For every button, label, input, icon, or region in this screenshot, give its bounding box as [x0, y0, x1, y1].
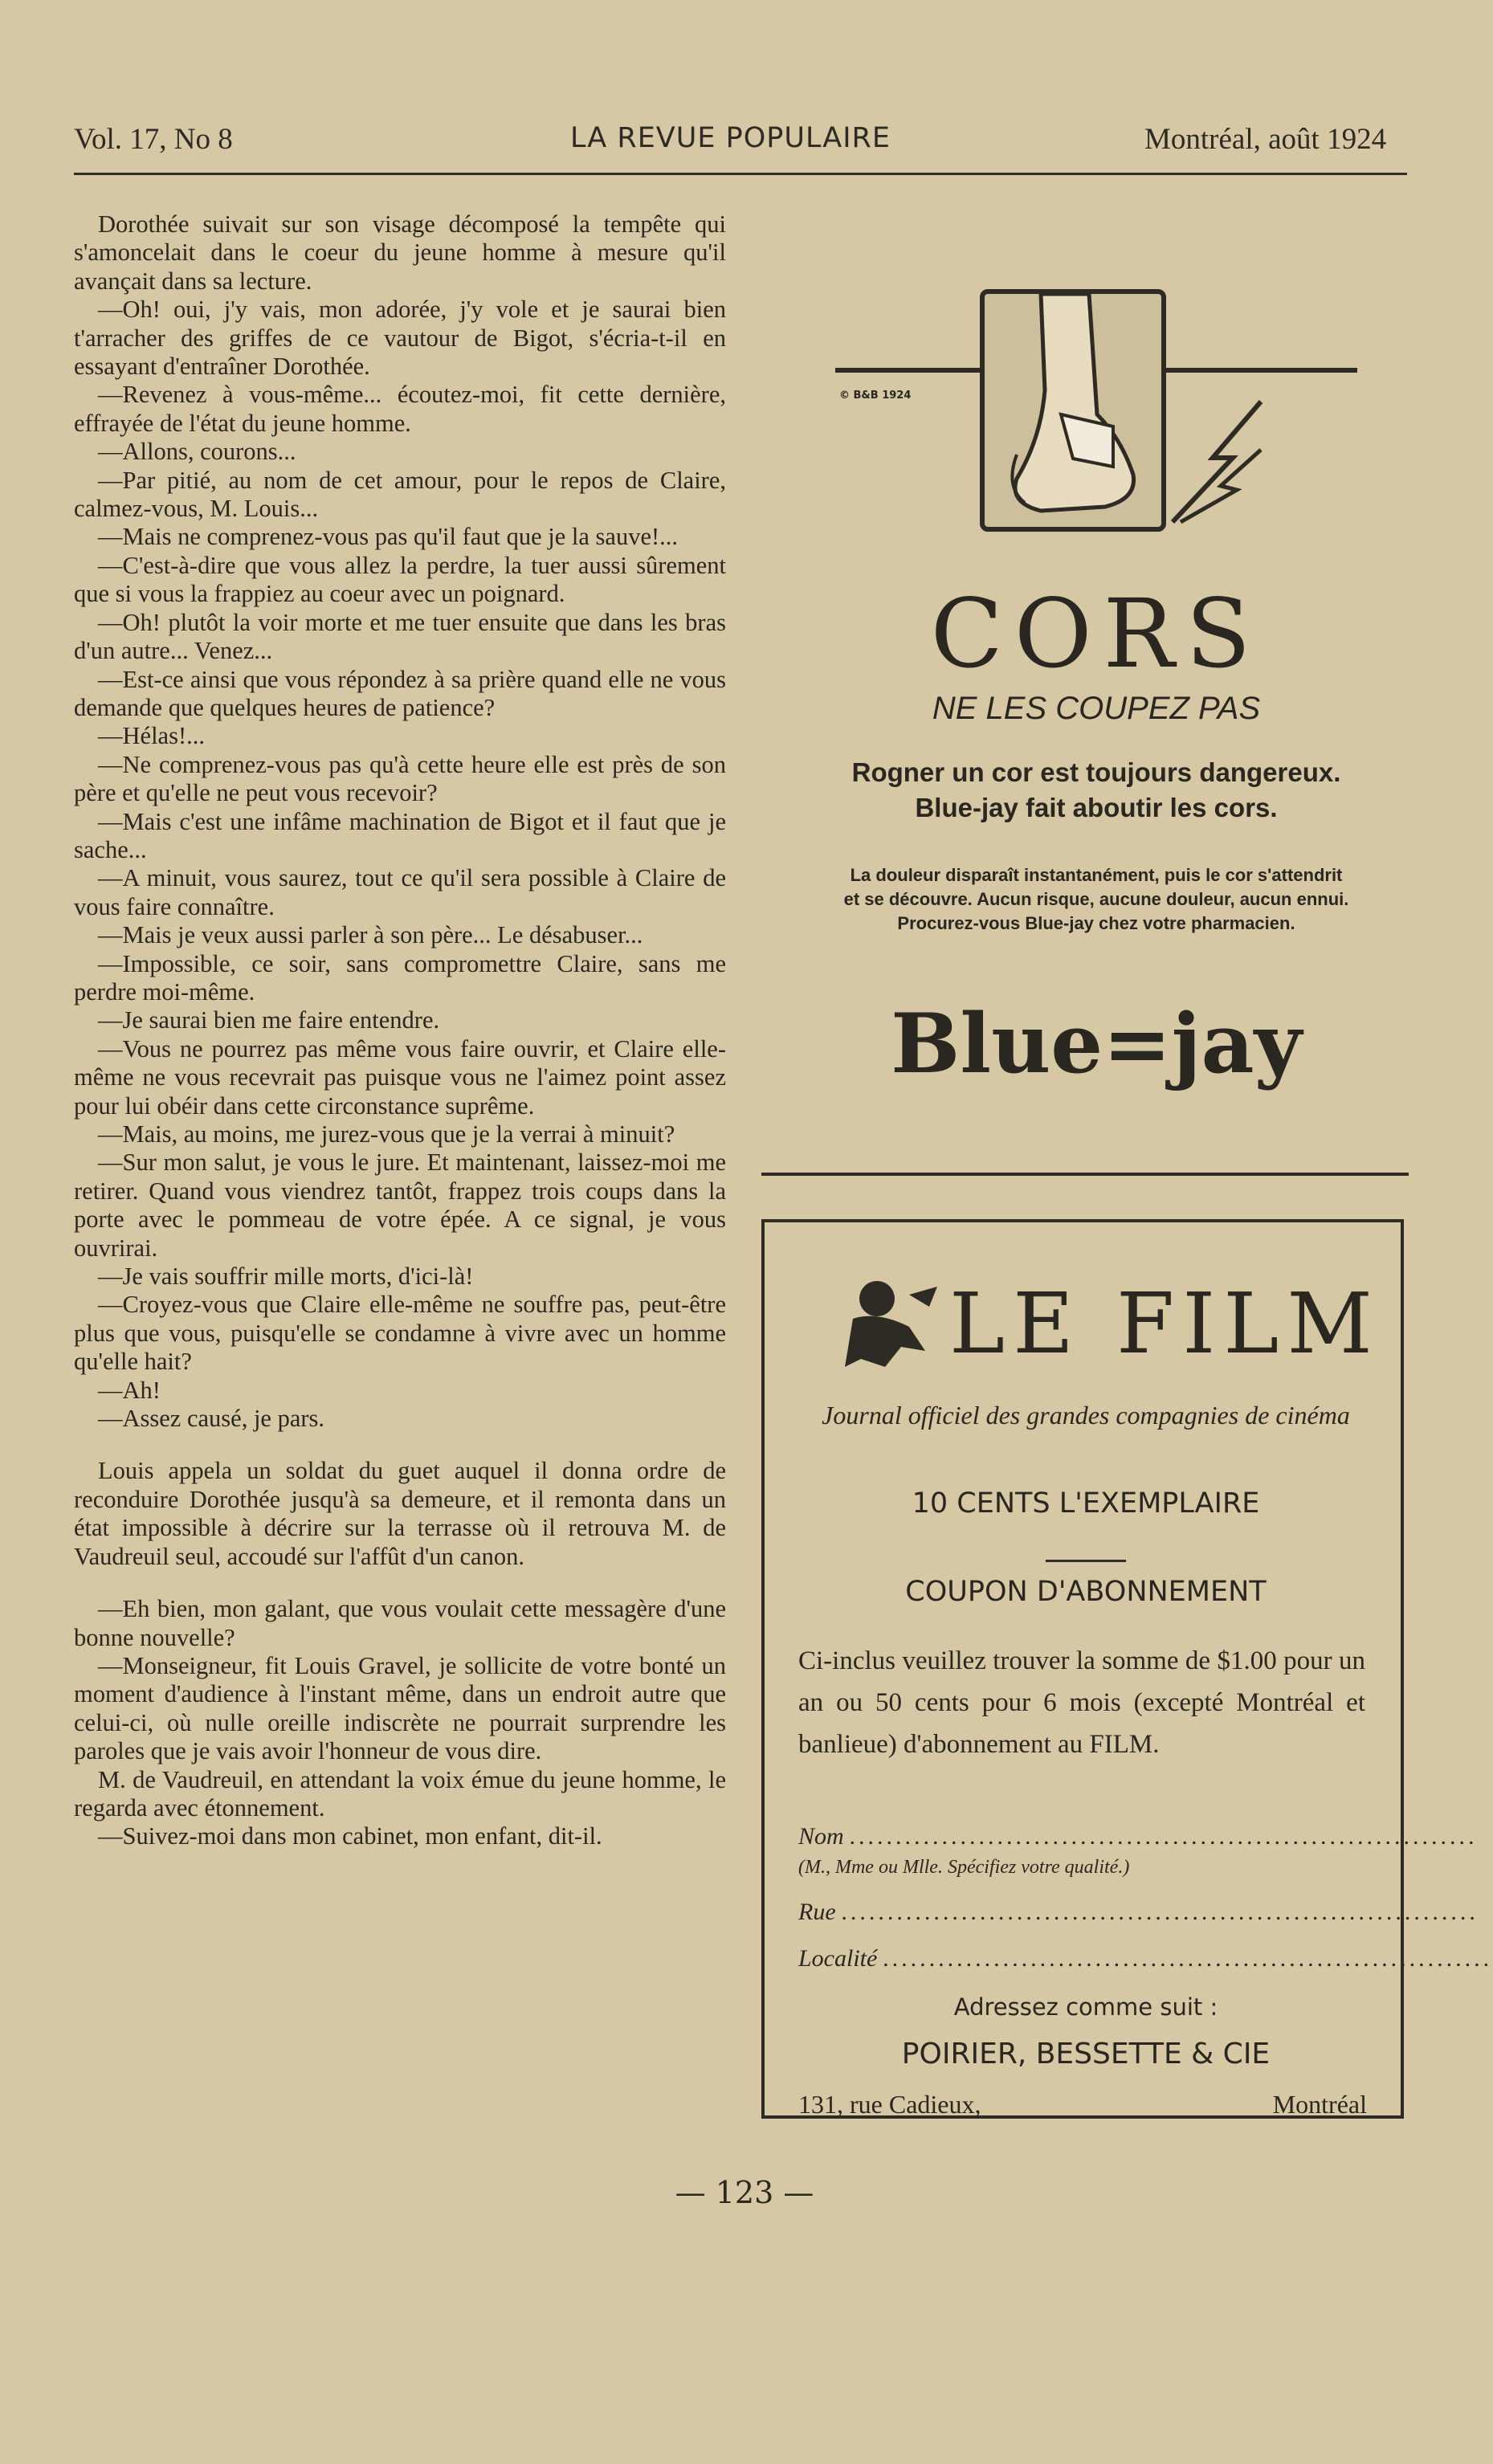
ad-body-text: La douleur disparaît instantanément, puis le cor s'attendrit et se découvre. Aucun risque, aucune douleur, aucun ennui. Procurez-vous Blue-jay chez votre pharmacien.	[843, 865, 1349, 933]
address-intro: Adressez comme suit :	[953, 1993, 1218, 2021]
story-paragraph: Dorothée suivait sur son visage décomposé la tempête qui s'amoncelait dans le coeur du jeune homme à mesure qu'il avançait dans sa lecture.	[74, 210, 726, 295]
story-paragraph: —Eh bien, mon galant, que vous voulait cette messagère d'une bonne nouvelle?	[74, 1595, 726, 1651]
page-number: — 123 —	[675, 2175, 814, 2210]
story-paragraph: —Mais je veux aussi parler à son père... Le désabuser...	[98, 921, 643, 949]
ad-rule-right	[1156, 368, 1357, 373]
publication-logo: LE FILM	[949, 1275, 1381, 1373]
publication-tagline: Journal officiel des grandes compagnies de cinéma	[822, 1401, 1350, 1430]
ad-subheadline: NE LES COUPEZ PAS	[932, 691, 1261, 726]
story-paragraph: —Mais c'est une infâme machination de Bigot et il faut que je sache...	[74, 807, 726, 863]
street-field: Rue .....................................................................	[798, 1899, 1479, 1925]
story-paragraph: —Revenez à vous-même... écoutez-moi, fit cette dernière, effrayée de l'état du jeune homme.	[74, 381, 726, 437]
header-rule	[74, 173, 1407, 175]
ad-headline: CORS	[930, 578, 1263, 689]
story-paragraph: —Ne comprenez-vous pas qu'à cette heure elle est près de son père et qu'elle ne peut vous recevoir?	[74, 750, 726, 807]
coupon-title: COUPON D'ABONNEMENT	[905, 1576, 1267, 1608]
story-paragraph: —Impossible, ce soir, sans compromettre Claire, sans me perdre moi-même.	[74, 949, 726, 1006]
lightning-icon	[1156, 402, 1269, 530]
story-paragraph: —Est-ce ainsi que vous répondez à sa prière quand elle ne vous demande que quelques heures de patience?	[74, 665, 726, 721]
story-paragraph: M. de Vaudreuil, en attendant la voix émue du jeune homme, le regarda avec étonnement.	[74, 1765, 726, 1821]
cors-advertisement	[835, 273, 1357, 1092]
story-paragraph: —Oh! oui, j'y vais, mon adorée, j'y vole et je saurai bien t'arracher des griffes de ce vautour de Bigot, s'écria-t-il en essayant d'entraîner Dorothée.	[74, 296, 726, 381]
issue-date: Montréal, août 1924	[1144, 123, 1387, 156]
divider	[1046, 1560, 1126, 1562]
magazine-title: LA REVUE POPULAIRE	[570, 122, 891, 154]
story-paragraph: —Monseigneur, fit Louis Gravel, je sollicite de votre bonté un moment d'audience à l'instant même, dans un endroit autre que celui-ci, où nulle oreille indiscrète ne pourrait surprendre les paroles que je vais avoir l'honneur de vous dire.	[74, 1651, 726, 1765]
story-paragraph: —Je vais souffrir mille morts, d'ici-là!	[98, 1263, 474, 1291]
story-paragraph: —Assez causé, je pars.	[98, 1405, 325, 1433]
name-field: Nom ....................................................................	[798, 1823, 1479, 1850]
story-paragraph: —Hélas!...	[98, 722, 205, 750]
coupon-text: Ci-inclus veuillez trouver la somme de $1.00 pour un an ou 50 cents pour 6 mois (excepté Montréal et banlieue) d'abonnement au FILM.	[798, 1646, 1365, 1759]
price-text: 10 CENTS L'EXEMPLAIRE	[912, 1487, 1260, 1520]
brand-logo: Blue=jay	[891, 996, 1302, 1092]
story-paragraph: —A minuit, vous saurez, tout ce qu'il sera possible à Claire de vous faire connaître.	[74, 864, 726, 920]
story-paragraph: —Croyez-vous que Claire elle-même ne souffre pas, peut-être plus que vous, puisqu'elle se condamne à vivre avec un homme qu'elle hait?	[74, 1291, 726, 1376]
mascot-icon	[829, 1271, 941, 1371]
story-paragraph: —Ah!	[98, 1376, 161, 1404]
foot-illustration	[980, 289, 1166, 532]
copyright-notice: © B&B 1924	[839, 390, 912, 402]
name-field-label: Nom	[798, 1823, 844, 1850]
story-paragraph: —Mais ne comprenez-vous pas qu'il faut que je la sauve!...	[98, 523, 679, 551]
locality-field: Localité ..................................................................	[798, 1945, 1493, 1972]
locality-field-label: Localité	[798, 1945, 878, 1972]
city: Montréal	[1272, 2090, 1367, 2119]
story-paragraph: Louis appela un soldat du guet auquel il donna ordre de reconduire Dorothée jusqu'à sa demeure, et il remonta dans un état impossible à décrire sur la terrasse où il retrouva M. de Vaudreuil seul, accoudé sur l'affût d'un canon.	[74, 1457, 726, 1570]
story-paragraph: —Je saurai bien me faire entendre.	[98, 1006, 440, 1034]
company-name: POIRIER, BESSETTE & CIE	[901, 2038, 1271, 2070]
story-column	[74, 210, 726, 1851]
story-paragraph: —Allons, courons...	[98, 438, 296, 466]
story-paragraph: —Mais, au moins, me jurez-vous que je la verrai à minuit?	[98, 1120, 675, 1148]
ad-rule-left	[835, 368, 980, 373]
story-paragraph: —Sur mon salut, je vous le jure. Et maintenant, laissez-moi me retirer. Quand vous viendrez tantôt, frappez trois coups dans la porte avec le pommeau de votre épée. A ce signal, je vous ouvrirai.	[74, 1148, 726, 1262]
volume-number: Vol. 17, No 8	[74, 123, 233, 156]
ad-lead-text: Rogner un cor est toujours dangereux. Blue-jay fait aboutir les cors.	[851, 757, 1341, 822]
section-rule	[761, 1173, 1409, 1176]
street-address: 131, rue Cadieux,	[798, 2090, 981, 2119]
qualite-note: (M., Mme ou Mlle. Spécifiez votre qualité.)	[798, 1857, 1130, 1878]
story-paragraph: —Vous ne pourrez pas même vous faire ouvrir, et Claire elle-même ne vous recevrait pas puisque vous ne l'aimez point assez pour lui obéir dans cette circonstance suprême.	[74, 1034, 726, 1120]
story-paragraph: —Par pitié, au nom de cet amour, pour le repos de Claire, calmez-vous, M. Louis...	[74, 466, 726, 523]
street-field-label: Rue	[798, 1899, 836, 1925]
story-paragraph: —Suivez-moi dans mon cabinet, mon enfant, dit-il.	[98, 1822, 602, 1850]
le-film-coupon-advertisement	[761, 1219, 1493, 2119]
story-paragraph: —Oh! plutôt la voir morte et me tuer ensuite que dans les bras d'un autre... Venez...	[74, 608, 726, 665]
story-paragraph: —C'est-à-dire que vous allez la perdre, la tuer aussi sûrement que si vous la frappiez au coeur avec un poignard.	[74, 551, 726, 608]
